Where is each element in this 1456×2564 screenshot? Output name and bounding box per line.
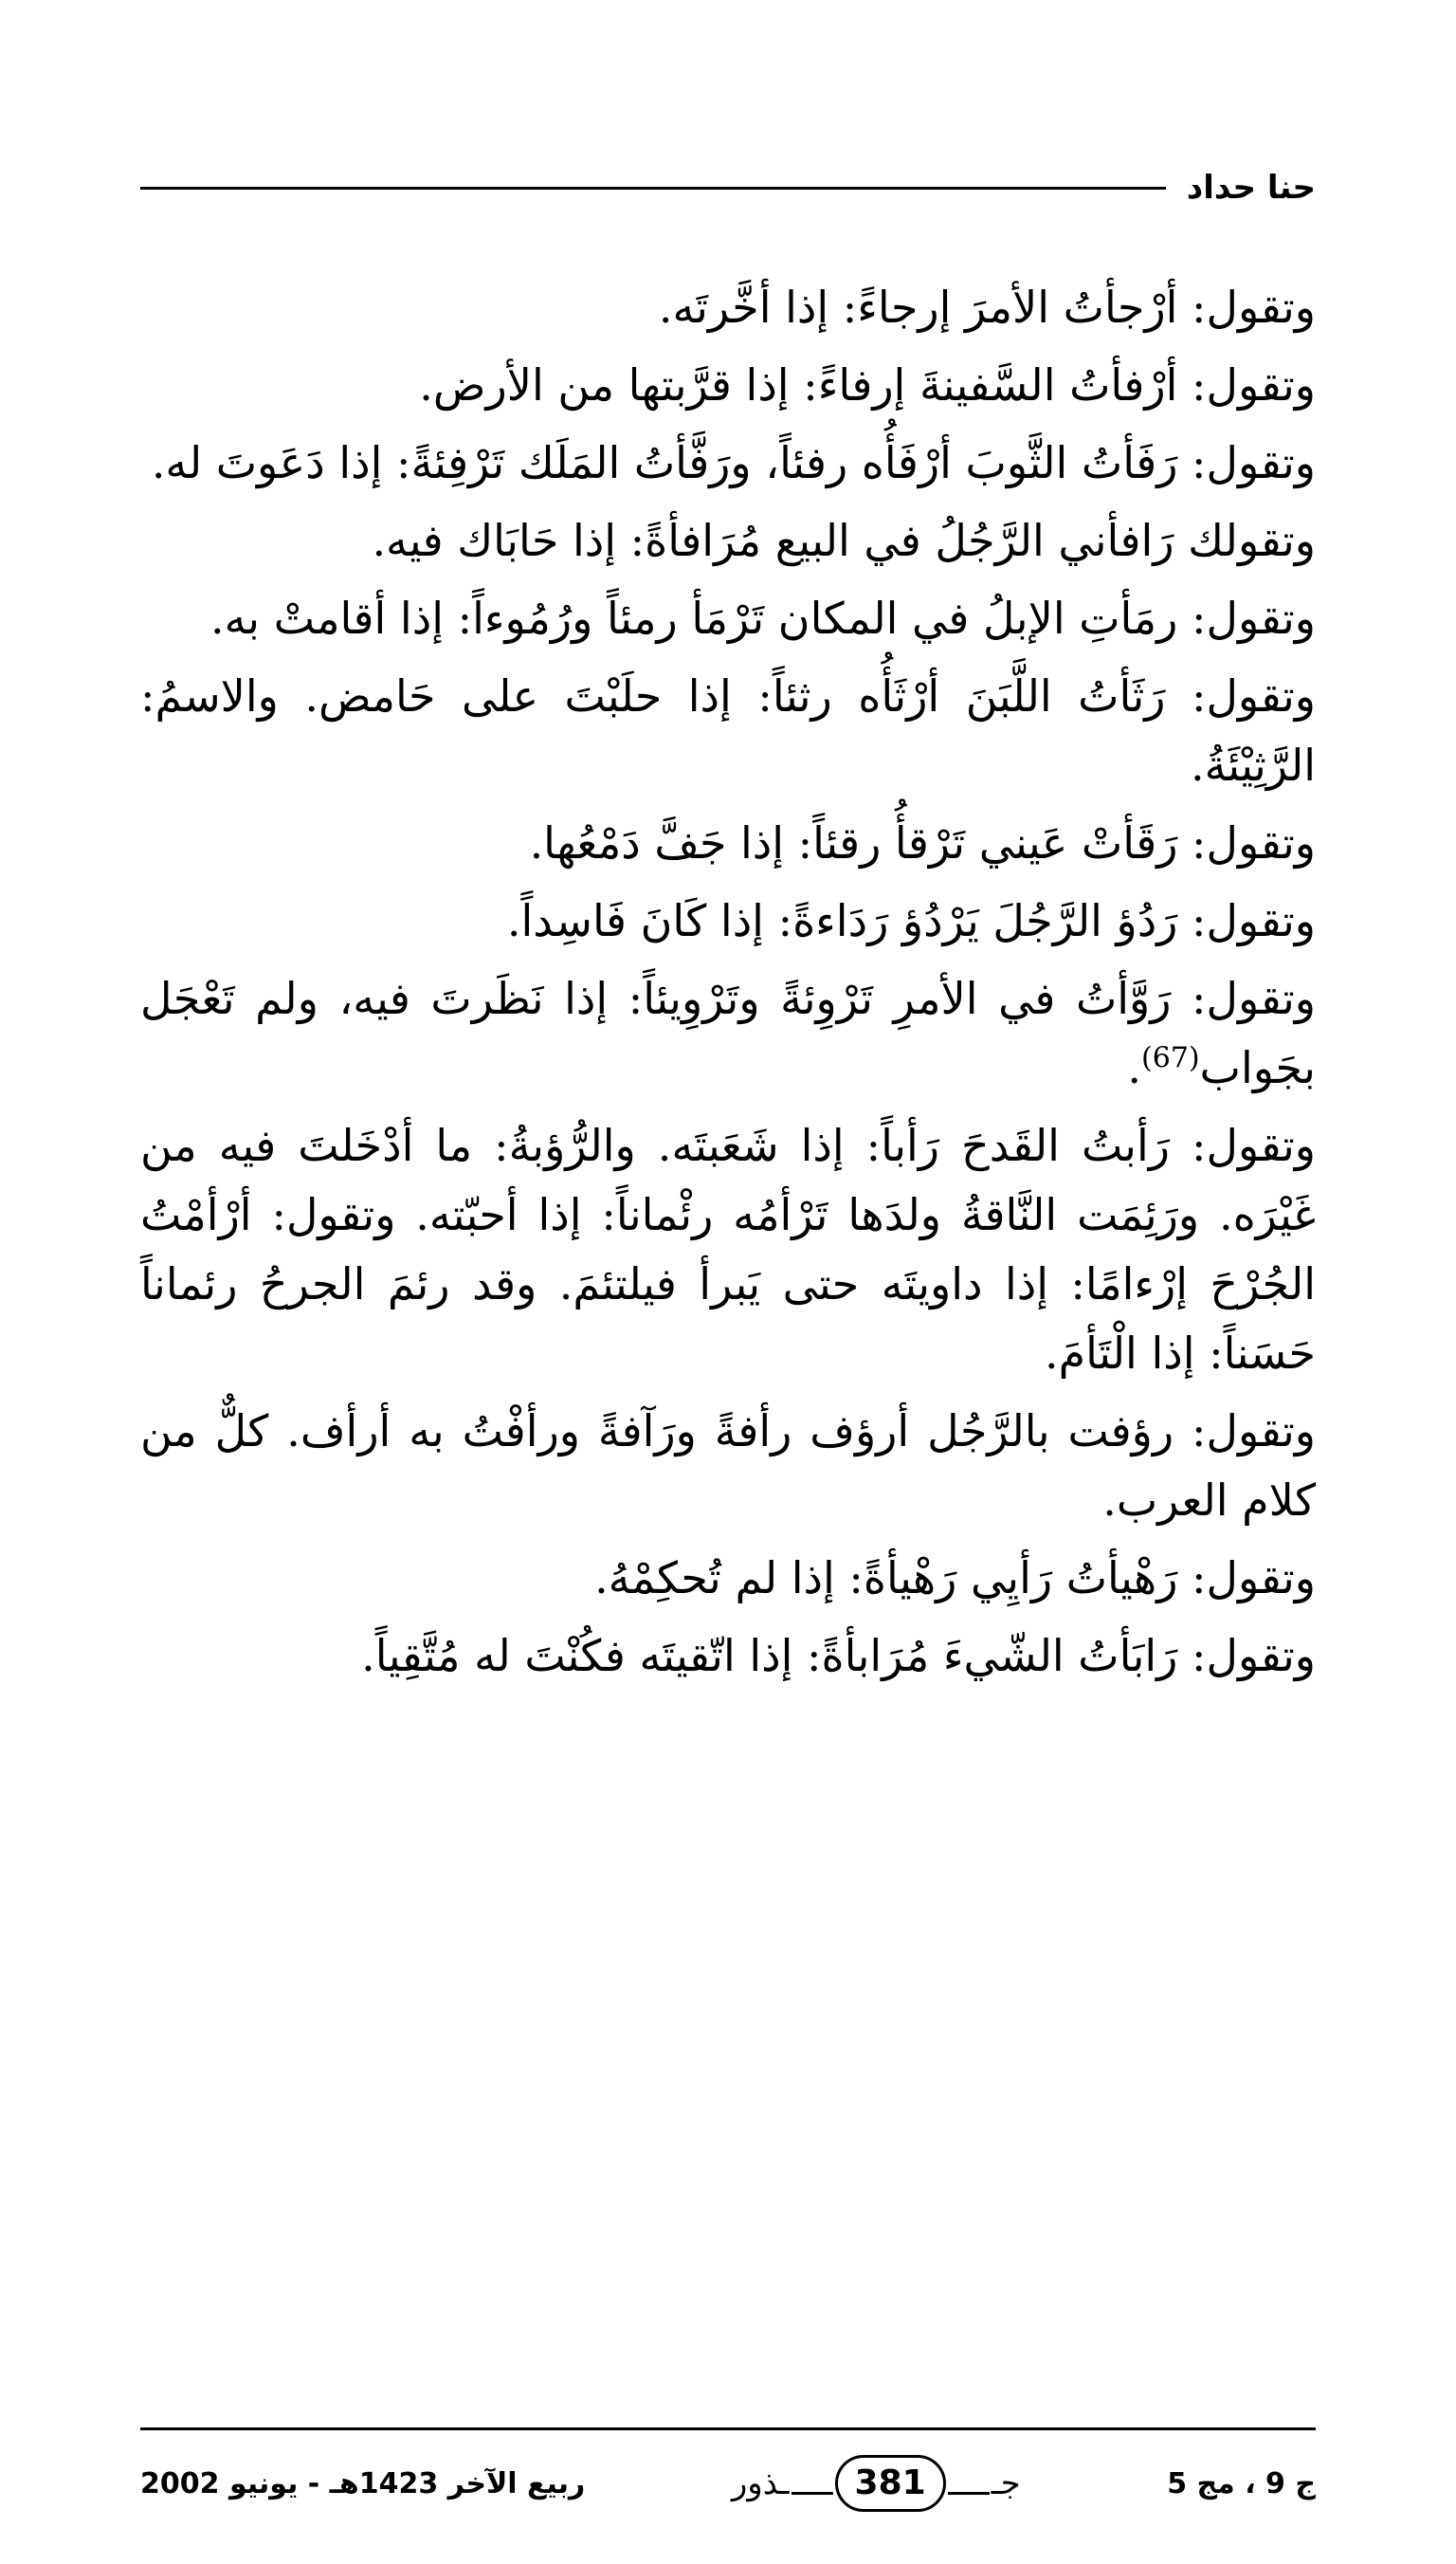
paragraph: وتقول: رَدُؤ الرَّجُلَ يَرْدُؤ رَدَاءةً: إذا كَانَ فَاسِداً. bbox=[506, 895, 1316, 946]
volume-info: ج 9 ، مج 5 bbox=[1167, 2466, 1316, 2500]
paragraph: وتقول: رَابَأتُ الشّيءَ مُرَابأةً: إذا اتّقيتَه فكُنْتَ له مُتَّقِياً. bbox=[361, 1630, 1316, 1681]
paragraph: وتقول: رَوَّأتُ في الأمرِ تَرْوِئةً وتَرْوِيئاً: إذا نَظَرتَ فيه، ولم تَعْجَل بجَواب$^{(67)}$. bbox=[140, 973, 1316, 1093]
paragraph: وتقولك رَافأني الرَّجُلُ في البيع مُرَافأةً: إذا حَابَاك فيه. bbox=[372, 515, 1316, 566]
paragraph: وتقول: رؤفت بالرَّجُل أرؤف رأفةً ورَآفةً ورأفْتُ به أرأف. كلٌّ من كلام العرب. bbox=[140, 1405, 1316, 1526]
article-body bbox=[140, 273, 1316, 1699]
kashida-line bbox=[792, 2492, 833, 2495]
page-number: 381 bbox=[835, 2455, 946, 2512]
paragraph: وتقول: أرْجأتُ الأمرَ إرجاءً: إذا أخَّرتَه. bbox=[658, 282, 1316, 333]
footnote-reference: (67) bbox=[1141, 1041, 1200, 1075]
paragraph: وتقول: رَفَأتُ الثَّوبَ أرْفَأُه رفئاً، ورَفَّأتُ المَلَك تَرْفِئةً: إذا دَعَوتَ له. bbox=[151, 437, 1316, 488]
journal-name-suffix: ـذور bbox=[731, 2464, 790, 2502]
journal-page-mark bbox=[732, 2455, 1021, 2512]
running-header bbox=[140, 159, 1316, 216]
paragraph: وتقول: رَثَأتُ اللَّبَنَ أرْثَأُه رثئاً: إذا حلَبْتَ على حَامض. والاسمُ: الرَّثِيْئَةُ. bbox=[140, 670, 1316, 791]
page-footer bbox=[140, 2448, 1316, 2518]
paragraph: وتقول: رَهْيأتُ رَأيِي رَهْيأةً: إذا لم تُحكِمْهُ. bbox=[594, 1552, 1316, 1603]
journal-name-prefix: جـ bbox=[991, 2464, 1021, 2502]
header-rule bbox=[140, 187, 1166, 190]
paragraph: وتقول: أرْفأتُ السَّفينةَ إرفاءً: إذا قرَّبتها من الأرض. bbox=[419, 359, 1316, 411]
paragraph: وتقول: رَأبتُ القَدحَ رَأباً: إذا شَعَبتَه. والرُّؤبةُ: ما أدْخَلتَ فيه من غَيْرَه. ورَئِمَت النَّاقةُ ولدَها تَرْأمُه رئْماناً: إذا أحبّته. وتقول: أرْأمْتُ الجُرْحَ إرْءامًا: إذا داويتَه حتى يَبرأ فيلتئمَ. وقد رئمَ الجرحُ رئماناً حَسَناً: إذا الْتَأمَ. bbox=[140, 1120, 1316, 1379]
paragraph: وتقول: رَقَأتْ عَيني تَرْقأُ رقئاً: إذا جَفَّ دَمْعُها. bbox=[529, 817, 1316, 869]
paragraph: وتقول: رمَأتِ الإبلُ في المكان تَرْمَأ رمئاً ورُمُوءاً: إذا أقامتْ به. bbox=[210, 593, 1316, 644]
issue-date: ربيع الآخر 1423هـ - يونيو 2002 bbox=[140, 2466, 586, 2500]
header-author: حنا حداد bbox=[1186, 169, 1316, 207]
kashida-line bbox=[948, 2492, 990, 2495]
footer-rule bbox=[140, 2427, 1316, 2430]
